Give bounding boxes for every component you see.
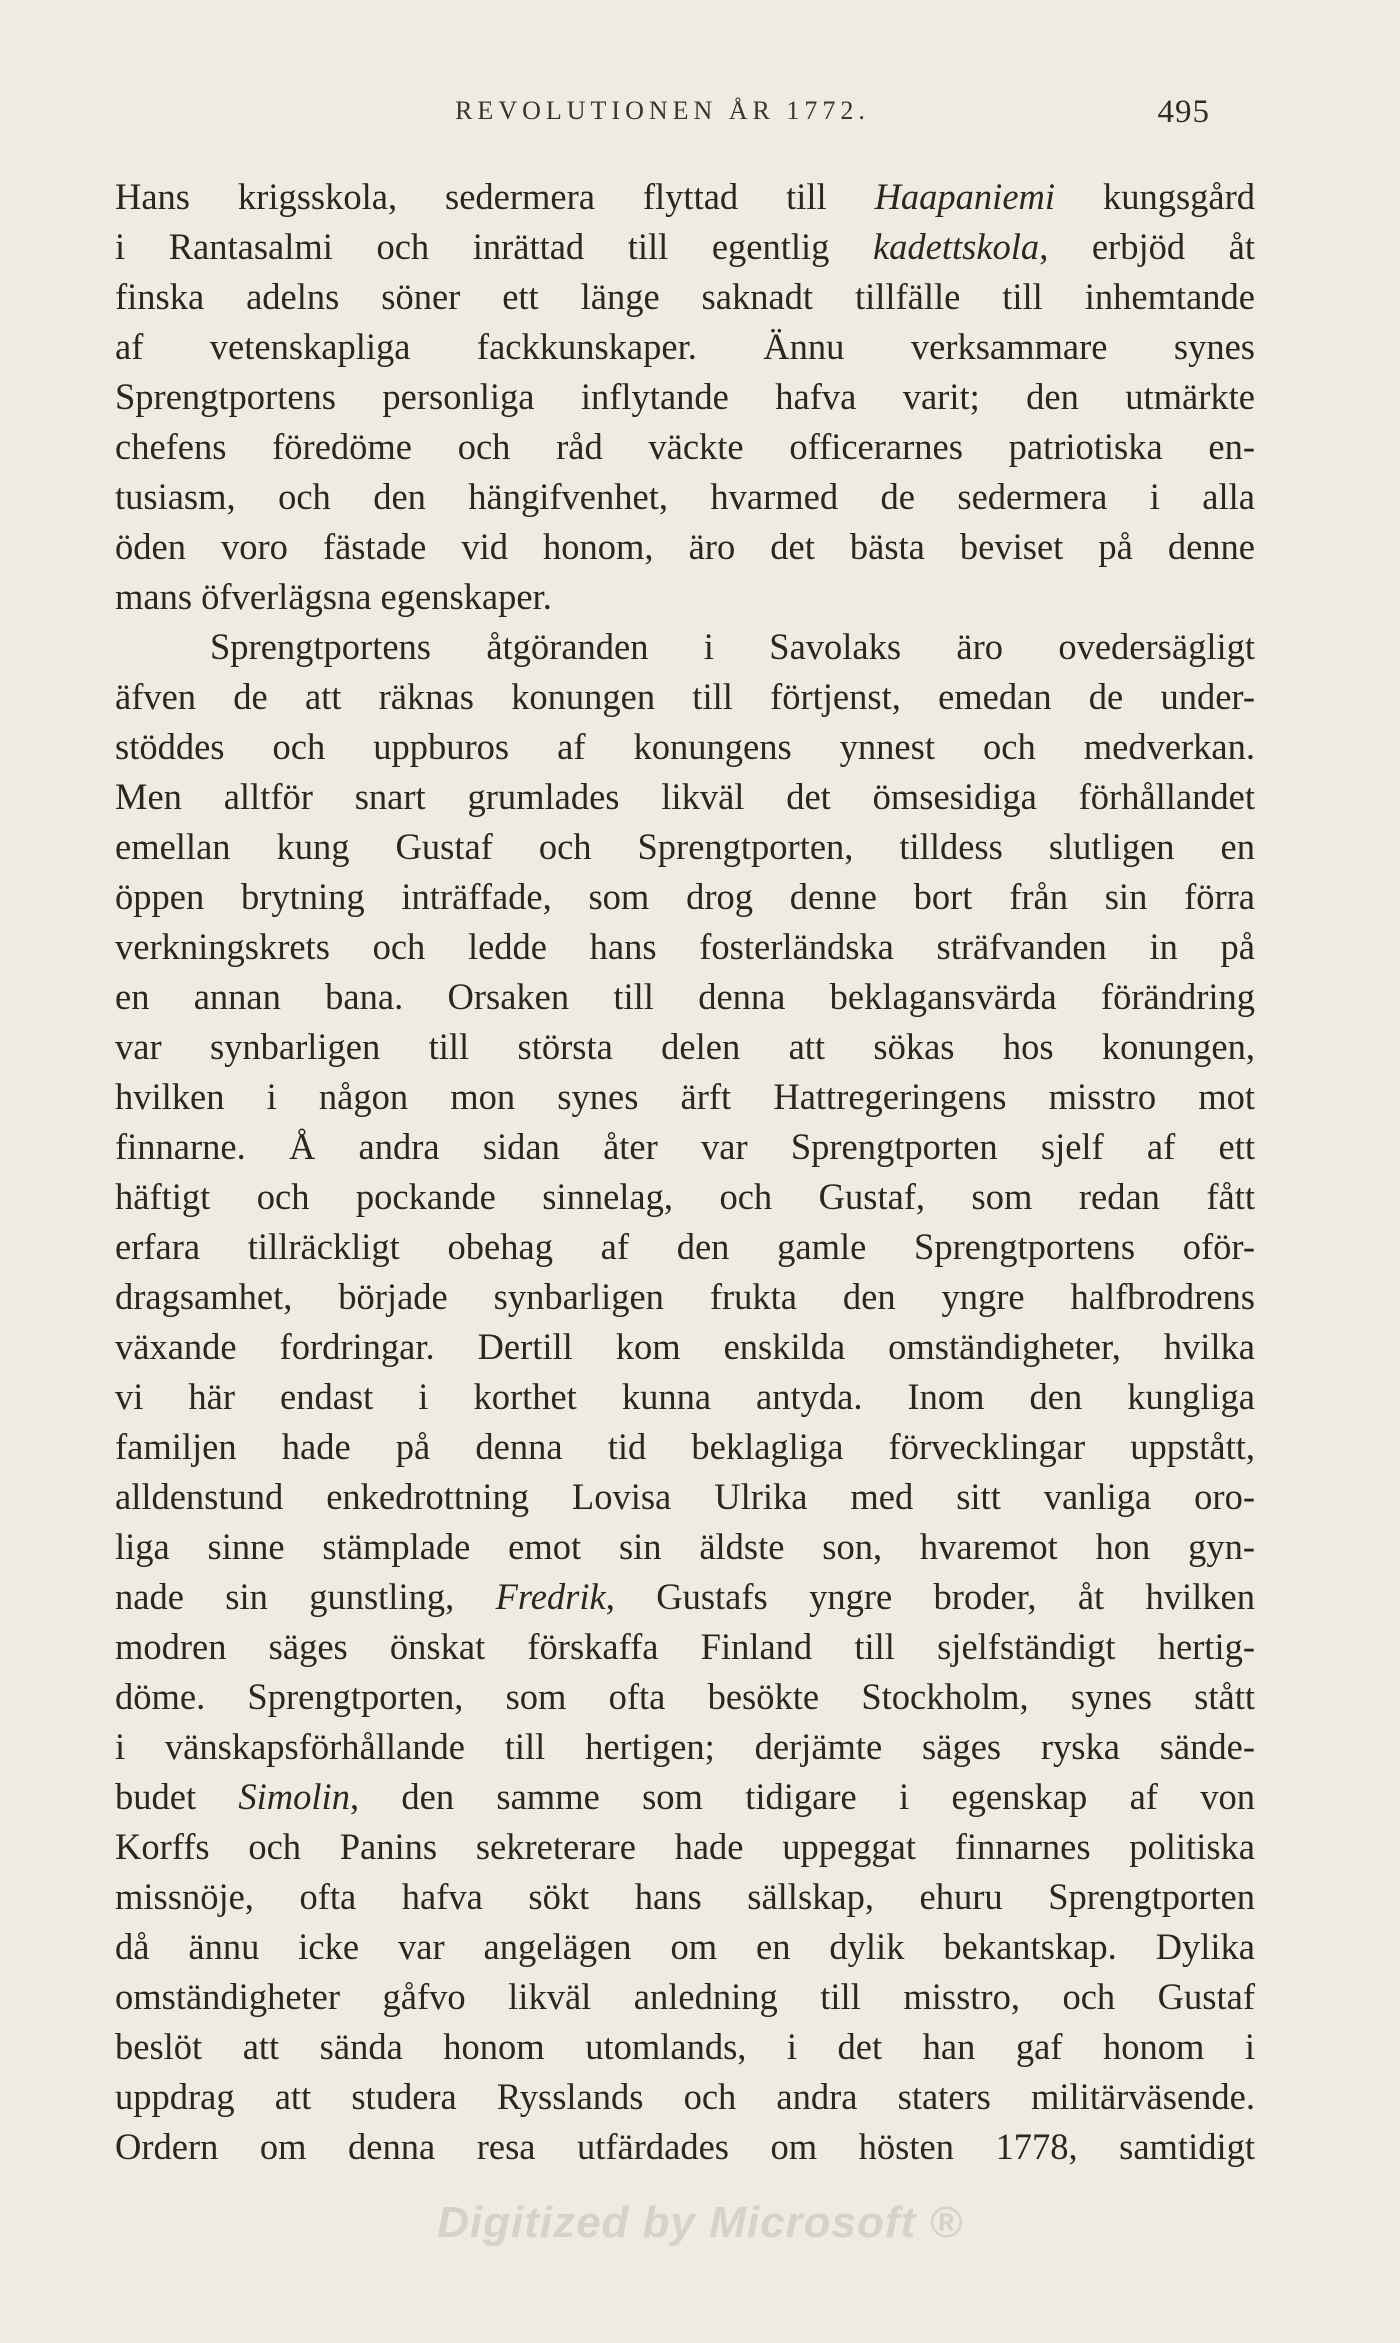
text-line bbox=[115, 822, 1255, 872]
text-line bbox=[115, 922, 1255, 972]
text-run: Ordern om denna resa utfärdades om hösten 1778, samtidigt bbox=[115, 2126, 1255, 2167]
text-line bbox=[115, 472, 1255, 522]
text-run: Korffs och Panins sekreterare hade uppeggat finnarnes politiska bbox=[115, 1826, 1255, 1867]
body-text bbox=[115, 172, 1255, 2172]
text-run: alldenstund enkedrottning Lovisa Ulrika med sitt vanliga oro- bbox=[115, 1476, 1255, 1517]
text-run: döme. Sprengtporten, som ofta besökte Stockholm, synes stått bbox=[115, 1676, 1255, 1717]
text-line bbox=[115, 1572, 1255, 1622]
text-run: tusiasm, och den hängifvenhet, hvarmed de sedermera i alla bbox=[115, 476, 1255, 517]
text-line bbox=[115, 1522, 1255, 1572]
text-run: då ännu icke var angelägen om en dylik bekantskap. Dylika bbox=[115, 1926, 1255, 1967]
italic-text: Haapaniemi bbox=[874, 176, 1056, 217]
text-run: äfven de att räknas konungen till förtjenst, emedan de under- bbox=[115, 676, 1255, 717]
text-run: i vänskapsförhållande till hertigen; derjämte säges ryska sände- bbox=[115, 1726, 1255, 1767]
text-run: finnarne. Å andra sidan åter var Sprengtporten sjelf af ett bbox=[115, 1126, 1255, 1167]
text-line bbox=[115, 1372, 1255, 1422]
text-run: chefens föredöme och råd väckte officerarnes patriotiska en- bbox=[115, 426, 1255, 467]
text-line bbox=[115, 222, 1255, 272]
text-run: beslöt att sända honom utomlands, i det han gaf honom i bbox=[115, 2026, 1255, 2067]
text-line bbox=[115, 772, 1255, 822]
text-line bbox=[115, 2022, 1255, 2072]
text-run: Sprengtportens personliga inflytande hafva varit; den utmärkte bbox=[115, 376, 1255, 417]
running-title: REVOLUTIONEN ÅR 1772. bbox=[455, 96, 870, 125]
text-run: öden voro fästade vid honom, äro det bästa beviset på denne bbox=[115, 526, 1255, 567]
italic-text: Simolin bbox=[238, 1776, 350, 1817]
text-line bbox=[115, 272, 1255, 322]
text-line bbox=[115, 1022, 1255, 1072]
text-line bbox=[115, 672, 1255, 722]
text-run: uppdrag att studera Rysslands och andra staters militärväsende. bbox=[115, 2076, 1255, 2117]
text-run: kungsgård bbox=[1055, 176, 1256, 217]
text-run: , den samme som tidigare i egenskap af von bbox=[349, 1776, 1255, 1817]
text-run: finska adelns söner ett länge saknadt tillfälle till inhemtande bbox=[115, 276, 1255, 317]
page-number: 495 bbox=[1157, 94, 1210, 130]
text-run: familjen hade på denna tid beklagliga förvecklingar uppstått, bbox=[115, 1426, 1255, 1467]
italic-text: kadettskola bbox=[872, 226, 1040, 267]
text-run: öppen brytning inträffade, som drog denne bort från sin förra bbox=[115, 876, 1255, 917]
text-line bbox=[115, 422, 1255, 472]
text-run: Hans krigsskola, sedermera flyttad till bbox=[115, 176, 875, 217]
text-line bbox=[115, 1822, 1255, 1872]
text-line bbox=[115, 372, 1255, 422]
text-run: växande fordringar. Dertill kom enskilda omständigheter, hvilka bbox=[115, 1326, 1255, 1367]
text-run: Sprengtportens åtgöranden i Savolaks äro ovedersägligt bbox=[210, 626, 1255, 667]
text-line bbox=[115, 1972, 1255, 2022]
text-line bbox=[115, 172, 1255, 222]
text-run: verkningskrets och ledde hans fosterländska sträfvanden in på bbox=[115, 926, 1255, 967]
text-line bbox=[115, 1772, 1255, 1822]
text-line bbox=[115, 572, 1255, 622]
text-line bbox=[115, 872, 1255, 922]
text-line bbox=[115, 1172, 1255, 1222]
text-line bbox=[115, 1622, 1255, 1672]
text-line bbox=[115, 2122, 1255, 2172]
text-line bbox=[115, 2072, 1255, 2122]
text-run: häftigt och pockande sinnelag, och Gustaf, som redan fått bbox=[115, 1176, 1255, 1217]
text-run: vi här endast i korthet kunna antyda. Inom den kungliga bbox=[115, 1376, 1255, 1417]
watermark: Digitized by Microsoft ® bbox=[437, 2198, 963, 2247]
text-run: nade sin gunstling, bbox=[115, 1576, 496, 1617]
text-run: stöddes och uppburos af konungens ynnest och medverkan. bbox=[115, 726, 1255, 767]
text-run: omständigheter gåfvo likväl anledning till misstro, och Gustaf bbox=[115, 1976, 1255, 2017]
text-line bbox=[115, 1722, 1255, 1772]
text-run: i Rantasalmi och inrättad till egentlig bbox=[115, 226, 873, 267]
text-run: emellan kung Gustaf och Sprengtporten, tilldess slutligen en bbox=[115, 826, 1255, 867]
text-line bbox=[115, 322, 1255, 372]
text-line bbox=[115, 1472, 1255, 1522]
text-run: , erbjöd åt bbox=[1039, 226, 1255, 267]
text-line bbox=[115, 622, 1255, 672]
italic-text: Fredrik bbox=[495, 1576, 606, 1617]
text-run: , Gustafs yngre broder, åt hvilken bbox=[605, 1576, 1256, 1617]
text-line bbox=[115, 1872, 1255, 1922]
text-line bbox=[115, 722, 1255, 772]
text-line bbox=[115, 972, 1255, 1022]
text-line bbox=[115, 1272, 1255, 1322]
text-line bbox=[115, 1922, 1255, 1972]
text-line bbox=[115, 1222, 1255, 1272]
text-run: budet bbox=[115, 1776, 239, 1817]
text-line bbox=[115, 522, 1255, 572]
text-run: var synbarligen till största delen att sökas hos konungen, bbox=[115, 1026, 1255, 1067]
text-run: liga sinne stämplade emot sin äldste son, hvaremot hon gyn- bbox=[115, 1526, 1255, 1567]
text-line bbox=[115, 1422, 1255, 1472]
text-run: modren säges önskat förskaffa Finland till sjelfständigt hertig- bbox=[115, 1626, 1255, 1667]
text-line bbox=[115, 1322, 1255, 1372]
text-run: af vetenskapliga fackkunskaper. Ännu verksammare synes bbox=[115, 326, 1255, 367]
text-line bbox=[115, 1122, 1255, 1172]
text-run: dragsamhet, började synbarligen frukta den yngre halfbrodrens bbox=[115, 1276, 1255, 1317]
text-run: missnöje, ofta hafva sökt hans sällskap, ehuru Sprengtporten bbox=[115, 1876, 1255, 1917]
text-run: en annan bana. Orsaken till denna beklagansvärda förändring bbox=[115, 976, 1255, 1017]
running-header bbox=[115, 96, 1210, 140]
text-line bbox=[115, 1672, 1255, 1722]
text-run: hvilken i någon mon synes ärft Hattregeringens misstro mot bbox=[115, 1076, 1255, 1117]
text-run: erfara tillräckligt obehag af den gamle Sprengtportens oför- bbox=[115, 1226, 1255, 1267]
text-line bbox=[115, 1072, 1255, 1122]
text-run: mans öfverlägsna egenskaper. bbox=[115, 576, 552, 617]
text-run: Men alltför snart grumlades likväl det ömsesidiga förhållandet bbox=[115, 776, 1255, 817]
